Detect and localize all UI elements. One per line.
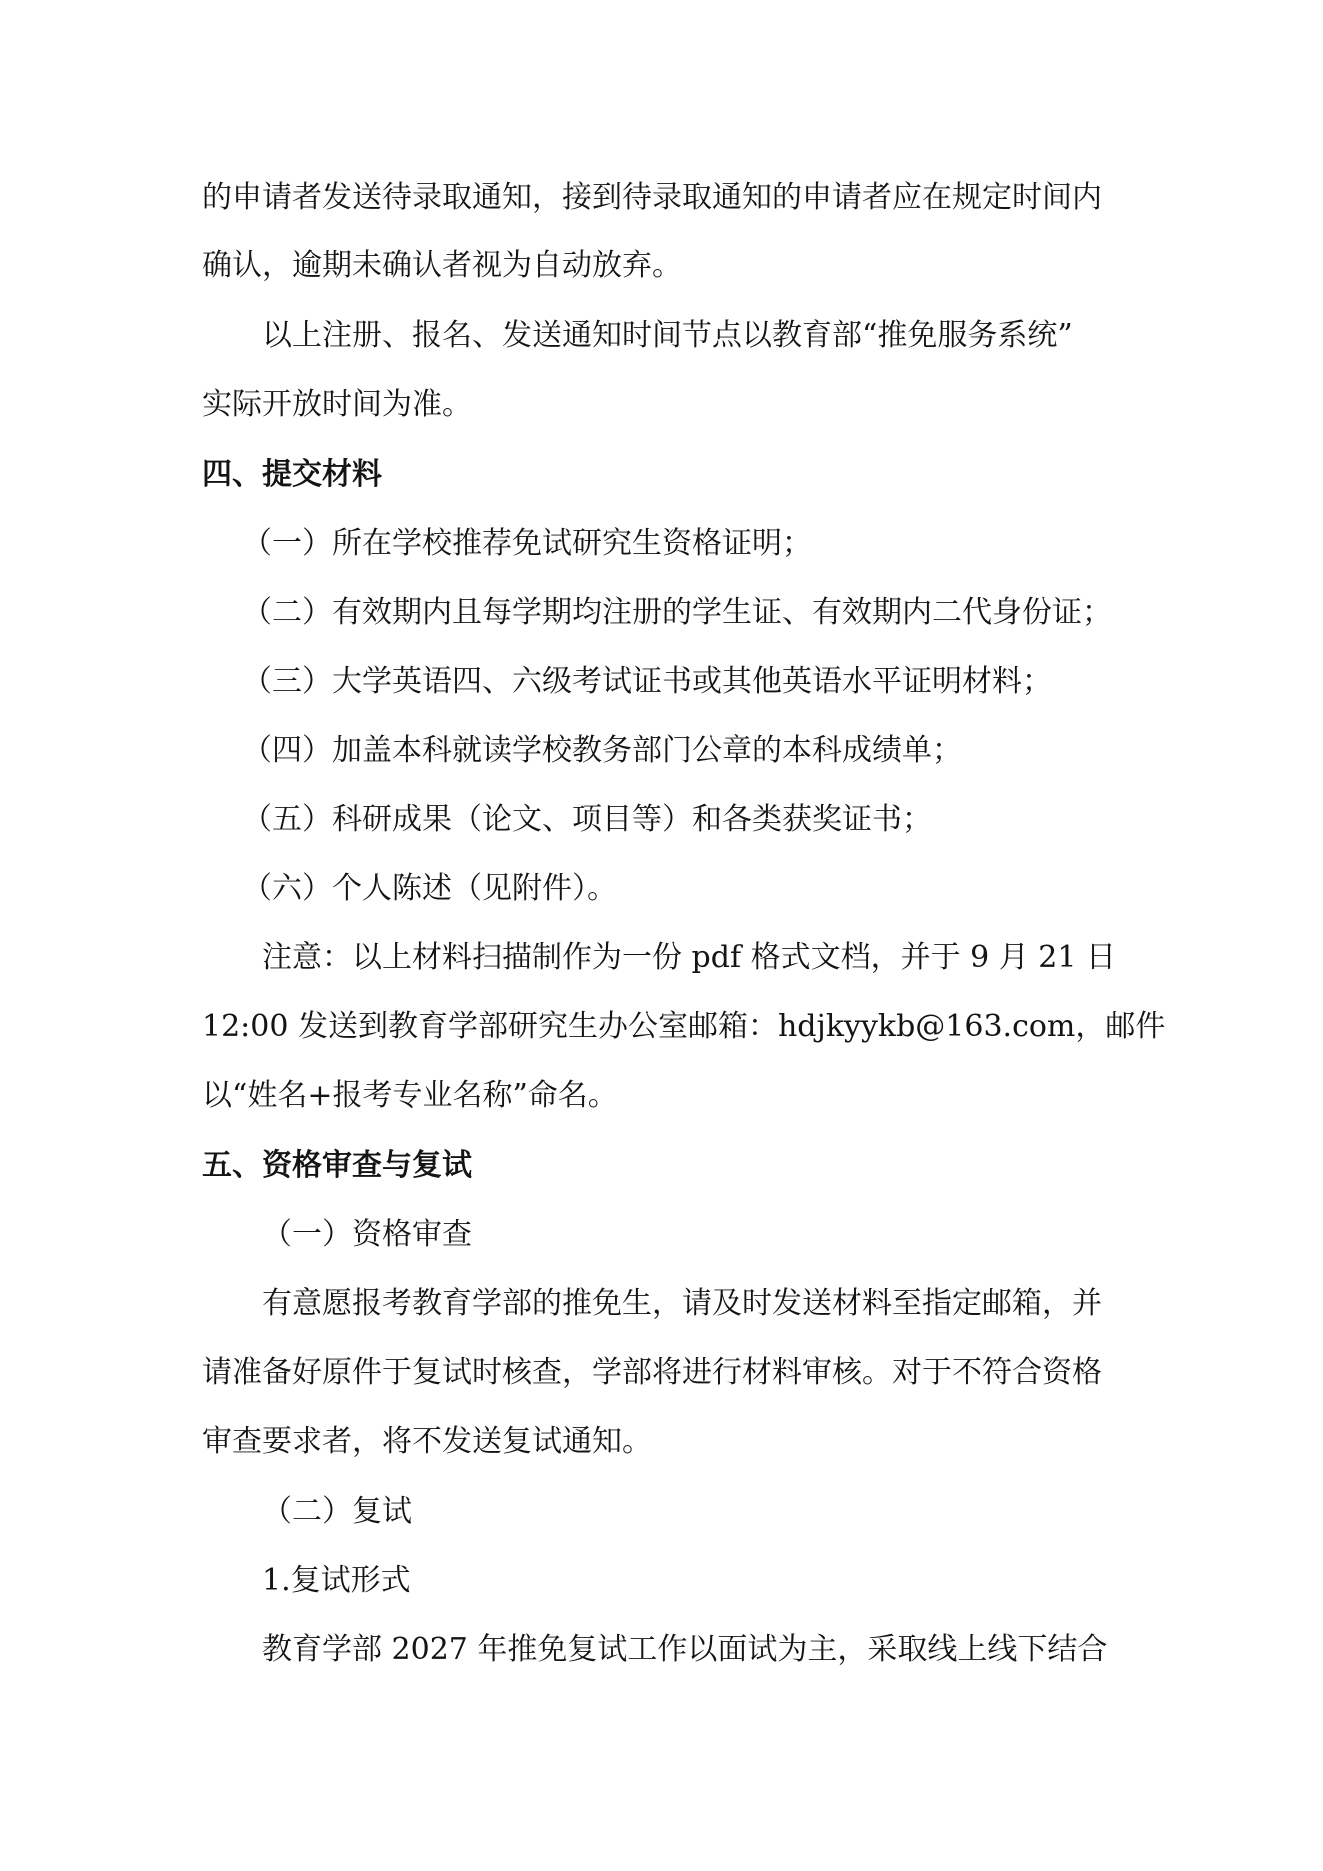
note-line: 注意：以上材料扫描制作为一份 pdf 格式文档，并于 9 月 21 日	[262, 940, 1116, 975]
paragraph-line: 教育学部 2027 年推免复试工作以面试为主，采取线上线下结合	[262, 1632, 1108, 1667]
list-item: （三）大学英语四、六级考试证书或其他英语水平证明材料；	[242, 664, 1052, 699]
paragraph-line: 请准备好原件于复试时核查，学部将进行材料审核。对于不符合资格	[202, 1355, 1102, 1390]
paragraph-line: 以上注册、报名、发送通知时间节点以教育部“推免服务系统”	[262, 318, 1073, 353]
list-item: （四）加盖本科就读学校教务部门公章的本科成绩单；	[242, 733, 962, 768]
subsection-heading: （二）复试	[262, 1494, 412, 1529]
list-item: （六）个人陈述（见附件）。	[242, 871, 617, 906]
paragraph-line: 有意愿报考教育学部的推免生，请及时发送材料至指定邮箱，并	[262, 1286, 1102, 1321]
note-line: 以“姓名+报考专业名称”命名。	[202, 1078, 618, 1113]
section-heading-5: 五、资格审查与复试	[202, 1148, 472, 1183]
note-line: 12:00 发送到教育学部研究生办公室邮箱：hdjkyykb@163.com，邮件	[202, 1009, 1166, 1044]
paragraph-line: 实际开放时间为准。	[202, 387, 472, 422]
paragraph-line: 审查要求者，将不发送复试通知。	[202, 1424, 652, 1459]
sub-item-heading: 1.复试形式	[262, 1563, 411, 1598]
list-item: （二）有效期内且每学期均注册的学生证、有效期内二代身份证；	[242, 595, 1112, 630]
paragraph-line: 的申请者发送待录取通知，接到待录取通知的申请者应在规定时间内	[202, 180, 1102, 215]
list-item: （一）所在学校推荐免试研究生资格证明；	[242, 526, 812, 561]
section-heading-4: 四、提交材料	[202, 457, 382, 492]
paragraph-line: 确认，逾期未确认者视为自动放弃。	[202, 248, 682, 283]
list-item: （五）科研成果（论文、项目等）和各类获奖证书；	[242, 802, 932, 837]
subsection-heading: （一）资格审查	[262, 1217, 472, 1252]
